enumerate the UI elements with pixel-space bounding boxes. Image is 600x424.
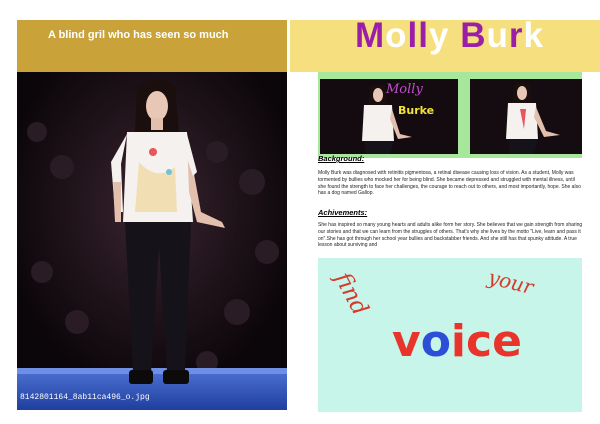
background-text: Molly Burk was diagnosed with retinitis pigmentosa, a retinal disease causing loss of vision. As a student, Molly was tormented by bullies who mocked her for being blind. She became depressed and struggled with mental illness, until she found the strength to face her challenges, the courage to reach out to others, and most importantly, hope. She also has a dog named Gallop. bbox=[318, 170, 581, 197]
achievements-heading: Achivements: bbox=[318, 208, 368, 217]
photo-caption: 8142801164_8ab11ca496_o.jpg bbox=[20, 393, 150, 402]
page-title bbox=[355, 16, 544, 56]
title-letter: y bbox=[429, 16, 450, 55]
poster-word-voice bbox=[392, 316, 522, 367]
title-letter: B bbox=[460, 16, 487, 55]
voice-letter: e bbox=[492, 316, 522, 367]
background-heading: Background: bbox=[318, 154, 365, 163]
voice-letter: o bbox=[420, 316, 451, 367]
main-photo bbox=[17, 72, 287, 410]
thumbnail-photo bbox=[470, 79, 582, 154]
title-letter: ll bbox=[407, 16, 429, 55]
achievements-text: She has inspired so many young hearts and adults alike form her story. She believes that we gain strength from sharing our stories and that we can learn from the struggles of others. That's why she lives by the motto "Live, learn and pass it on".She has got through her school year bullies and backstabber friends. And she still has that spunky attitude. A true lesson about surviving and bbox=[318, 222, 583, 249]
poster-word-your: your bbox=[485, 264, 537, 300]
poster-word-find: find bbox=[329, 268, 374, 320]
voice-letter: i bbox=[450, 316, 467, 367]
tagline: A blind gril who has seen so much bbox=[48, 29, 229, 41]
voice-letter: c bbox=[466, 316, 493, 367]
title-letter: r bbox=[508, 16, 524, 55]
title-letter: o bbox=[385, 16, 408, 55]
title-letter: M bbox=[355, 16, 386, 55]
title-letter bbox=[449, 16, 460, 55]
title-letter: u bbox=[486, 16, 509, 55]
thumbnail-overlay-first: Molly bbox=[386, 82, 423, 97]
title-letter: k bbox=[523, 16, 544, 55]
voice-letter: v bbox=[392, 316, 421, 367]
tagline-banner bbox=[17, 20, 287, 72]
thumbnail-overlay-second: Burke bbox=[398, 104, 435, 117]
